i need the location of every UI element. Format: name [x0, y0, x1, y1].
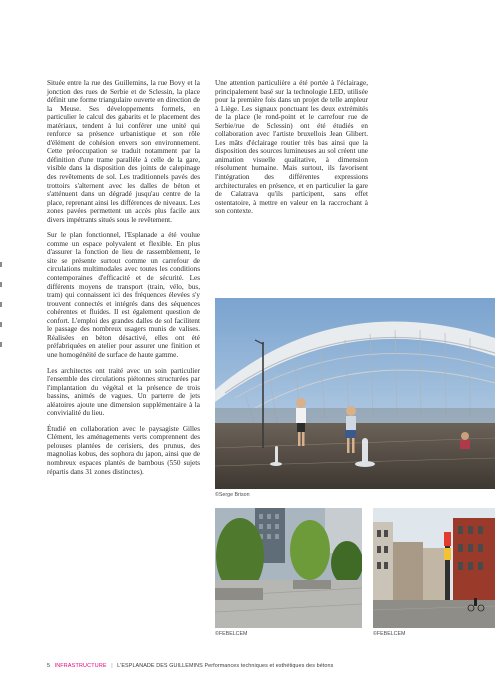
paragraph: Les architectes ont traité avec un soin particulier l'ensemble des circulations piétonnes structurées par l'implantation du végétal et la présence de trois bassins, animés de vagues. Un parterre de jets aléatoires ajoute une dimension supplémentaire à la convivialité du lieu. — [47, 366, 200, 418]
plaza-planters-photo — [215, 508, 362, 628]
publication-title: L'ESPLANADE DES GUILLEMINS Performances techniques et esthétiques des bétons — [117, 663, 334, 669]
paragraph: Une attention particulière a été portée à l'éclairage, principalement basé sur la technologie LED, utilisée pour la première fois dans un projet de telle ampleur à Liège. Les signaux ponctuant les deux extrémités de la place (le rond-point et le carrefour rue de Serbie/rue de Sclessin) ont été étudiés en collaboration avec l'artiste bruxellois Jean Glibert. Les mâts d'éclairage routier très bas ainsi que la disposition des sources lumineuses au sol créent une animation visuelle qualitative, à dimension résolument humaine. Mais surtout, ils favorisent l'intégration des différentes expressions architecturales en présence, et en particulier la gare de Calatrava qu'ils participent, sans effet ostentatoire, à mettre en valeur en la raccrochant à son contexte. — [215, 79, 368, 216]
paragraph: Située entre la rue des Guillemins, la rue Bovy et la jonction des rues de Serbie et de Sclessin, la place définit une forme triangulaire ouverte en direction de la Meuse. Ses développements formels, en particulier le calcul des gabarits et le placement des matériaux, tendent à lui conférer une unité qui renforce sa présence urbanistique et son rôle d'élément de cohésion envers son environnement. Cette préoccupation se traduit notamment par la définition d'une trame parallèle à celle de la gare, visible dans la disposition des joints de calepinage des revêtements de sol. Les traditionnels pavés des trottoirs s'alternent avec les dalles de béton et s'atténuent dans un dégradé jusqu'au centre de la place, reprenant ainsi les différences de niveaux. Les zones pavées permettent un accès plus facile aux divers impétrants situés sous le revêtement. — [47, 79, 200, 224]
station-fountain-photo — [215, 298, 495, 489]
footer-separator: | — [111, 663, 113, 669]
edge-trim-marks — [0, 262, 4, 362]
right-text-column — [215, 79, 368, 223]
page-number: 5 — [47, 663, 50, 669]
section-label: INFRASTRUCTURE — [54, 663, 107, 669]
page-footer — [47, 663, 477, 669]
left-text-column — [47, 79, 200, 483]
paragraph: Sur le plan fonctionnel, l'Esplanade a été voulue comme un espace polyvalent et flexible. En plus d'assurer la fonction de lieu de rassemblement, le site se présente surtout comme un carrefour de circulations multimodales avec toutes les conditions contemporaines d'efficacité et de sécurité. Les différents moyens de transport (train, vélo, bus, tram) qui connaissent ici des fréquences élevées s'y trouvent connectés et intégrés dans des séquences cohérentes et fluides. Il est également question de confort. L'emploi des grandes dalles de sol facilitent le passage des nombreux usagers munis de valises. Réalisées en béton désactivé, elles ont été préfabriquées en atelier pour assurer une finition et une homogénéité de surface de haute gamme. — [47, 231, 200, 359]
street-signal-photo — [373, 508, 495, 628]
photo-credit: ©FEBELCEM — [373, 631, 406, 637]
photo-credit: ©FEBELCEM — [215, 631, 248, 637]
photo-credit: ©Serge Brison — [215, 492, 250, 498]
paragraph: Étudié en collaboration avec le paysagiste Gilles Clément, les aménagements verts comprennent des pelouses plantées de cerisiers, des prunus, des magnolias kobus, des sophora du japon, ainsi que de nombreux espaces plantés de bambous (550 sujets répartis dans 31 zones distinctes). — [47, 424, 200, 476]
